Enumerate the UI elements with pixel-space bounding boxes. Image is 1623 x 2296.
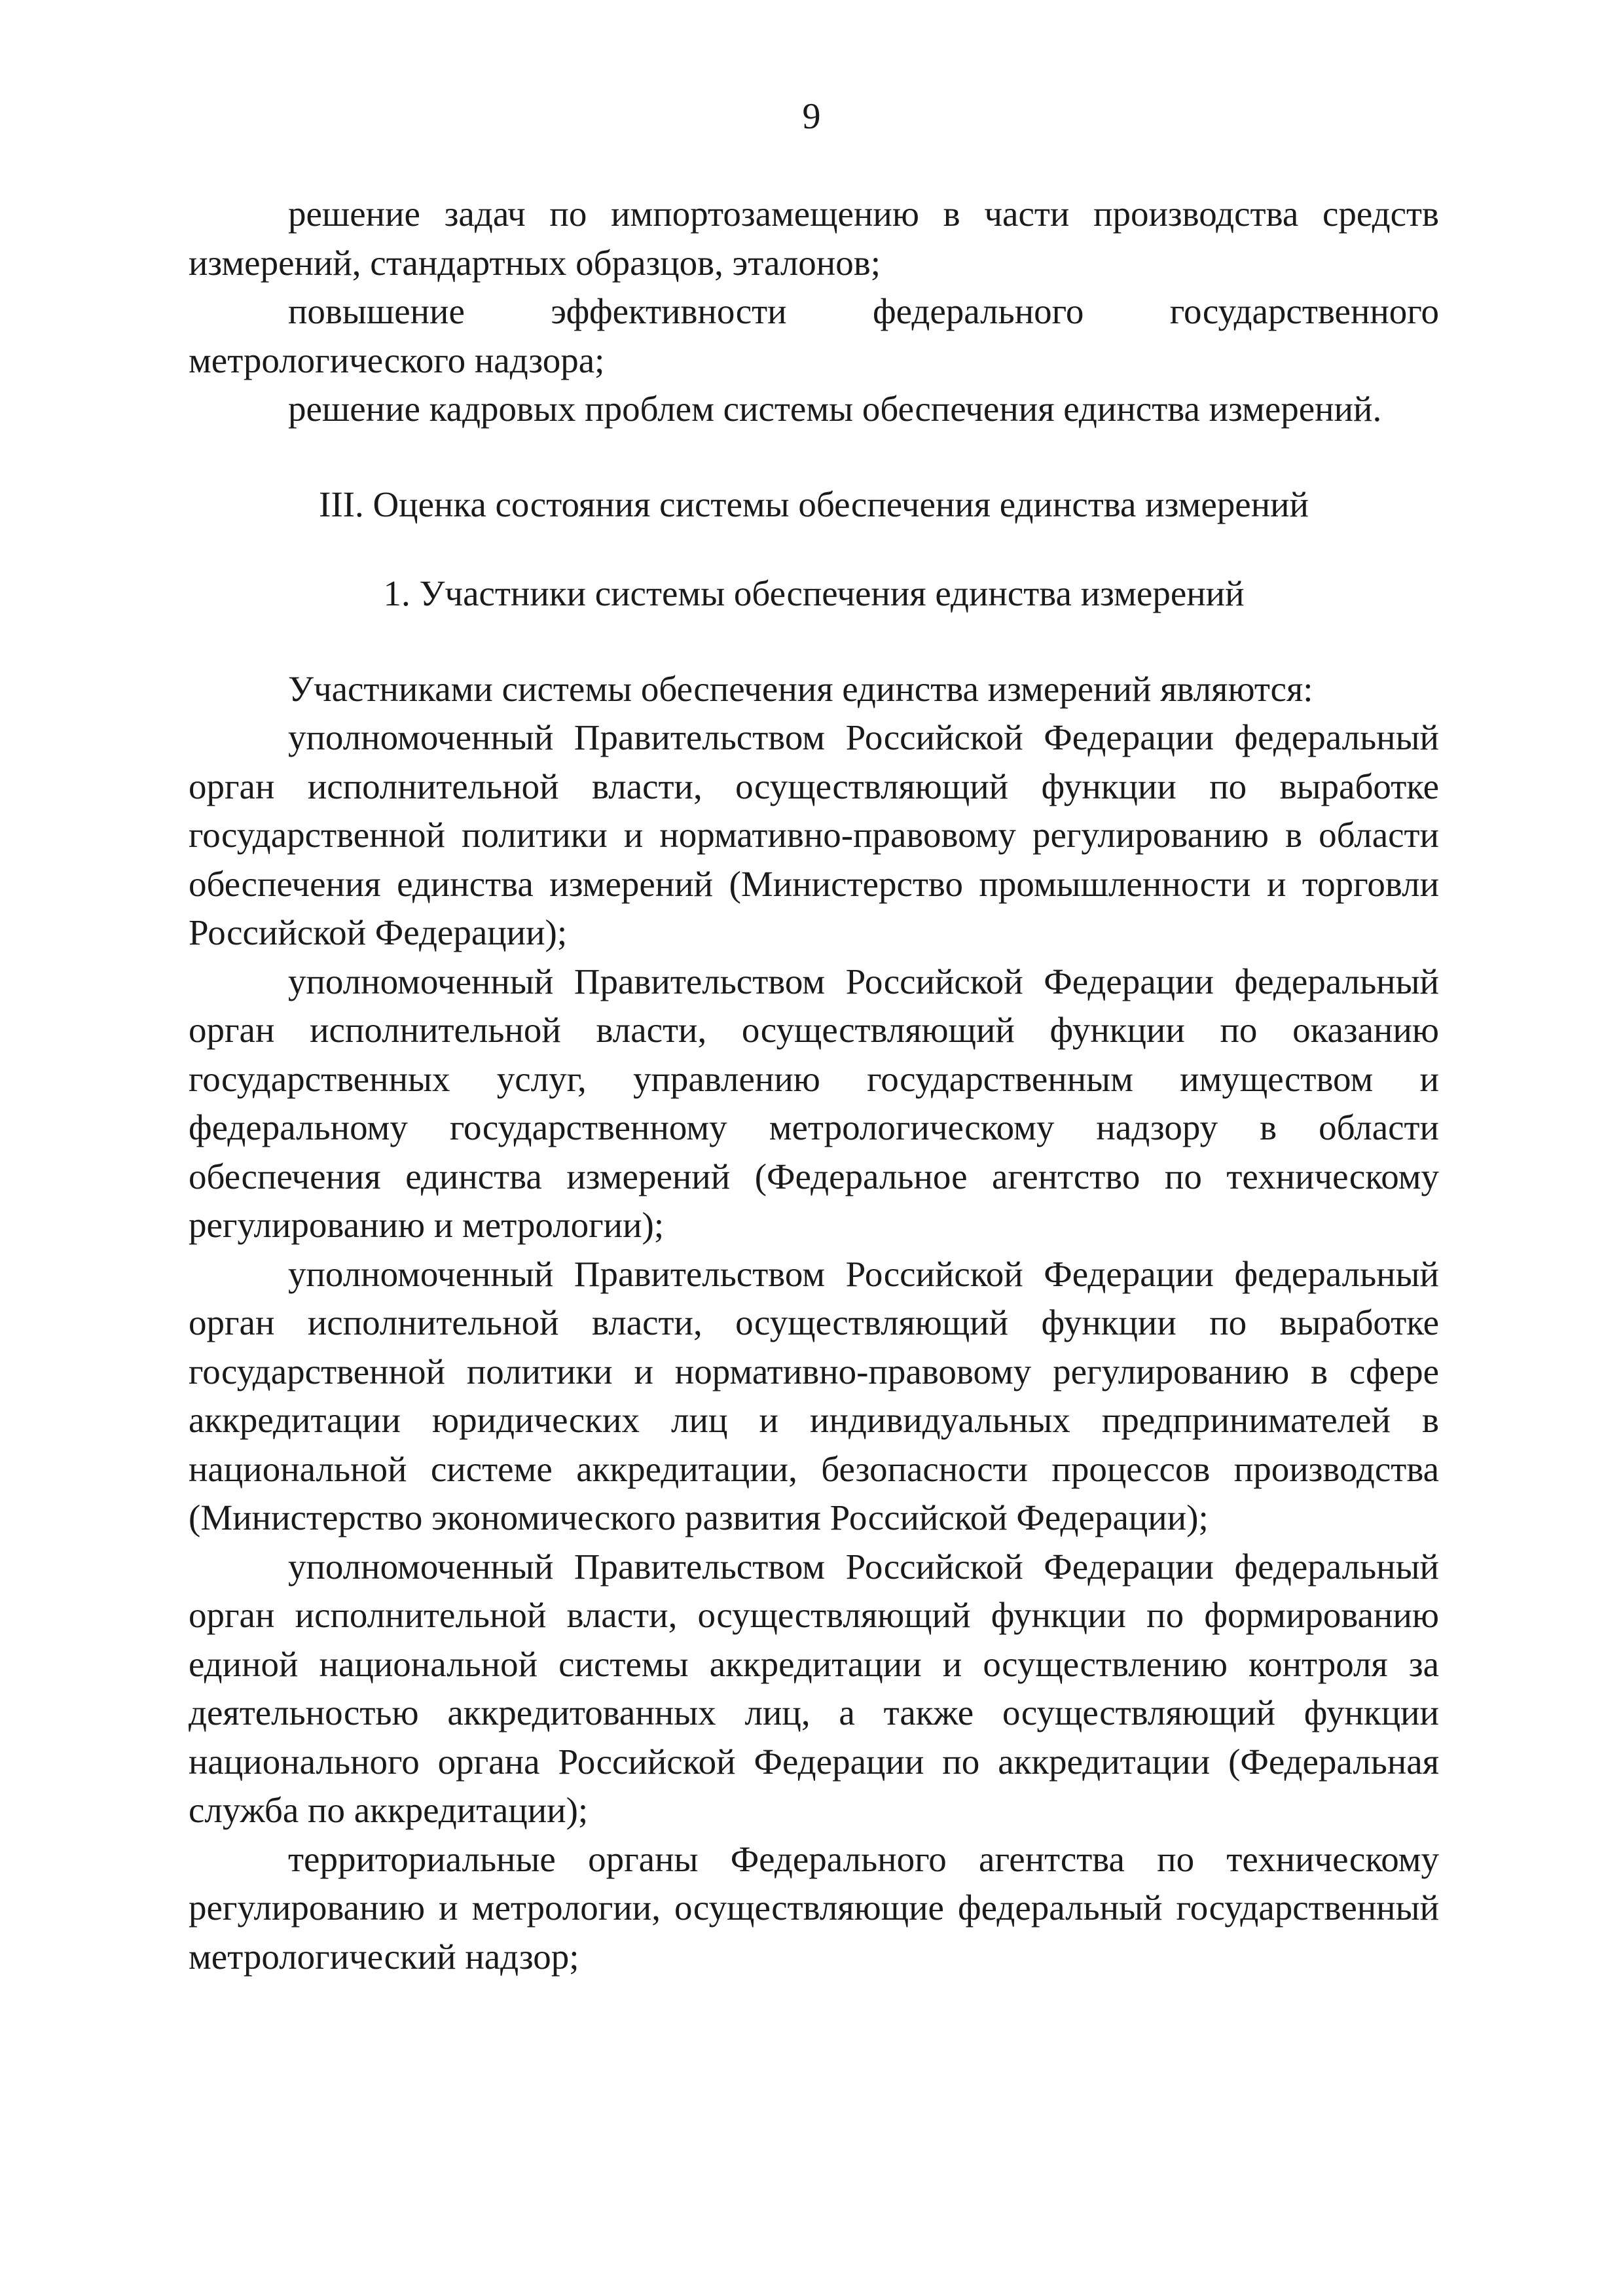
page-number: 9 — [802, 96, 821, 137]
goal-item: решение задач по импортозамещению в части производства средств измерений, стандартных образцов, эталонов; — [189, 194, 1439, 283]
participant-item: уполномоченный Правительством Российской Федерации федеральный орган исполнительной власти, осуществляющий функции по оказанию государственных услуг, управлению государственным имуществом и федеральному государственному метрологическому надзору в области обеспечения единства измерений (Федеральное агентство по техническому регулированию и метрологии); — [189, 961, 1439, 1245]
goal-item: решение кадровых проблем системы обеспечения единства измерений. — [288, 389, 1382, 429]
goal-item: повышение эффективности федерального государственного метрологического надзора; — [189, 291, 1439, 380]
participant-item: уполномоченный Правительством Российской Федерации федеральный орган исполнительной власти, осуществляющий функции по выработке государственной политики и нормативно-правовому регулированию в сфере аккредитации юридических лиц и индивидуальных предпринимателей в национальной системе аккредитации, безопасности процессов производства (Министерство экономического развития Российской Федерации); — [189, 1253, 1439, 1537]
participant-item: уполномоченный Правительством Российской Федерации федеральный орган исполнительной власти, осуществляющий функции по формированию единой национальной системы аккредитации и осуществлению контроля за деятельностью аккредитованных лиц, а также осуществляющий функции национального органа Российской Федерации по аккредитации (Федеральная служба по аккредитации); — [189, 1546, 1439, 1830]
participants-intro: Участниками системы обеспечения единства измерений являются: — [288, 668, 1313, 709]
participant-item: уполномоченный Правительством Российской Федерации федеральный орган исполнительной власти, осуществляющий функции по выработке государственной политики и нормативно-правовому регулированию в области обеспечения единства измерений (Министерство промышленности и торговли Российской Федерации); — [189, 717, 1439, 952]
participant-item: территориальные органы Федерального агентства по техническому регулированию и метрологии, осуществляющие федеральный государственный метрологический надзор; — [189, 1839, 1439, 1977]
document-body — [189, 190, 1439, 1981]
section-heading: III. Оценка состояния системы обеспечения единства измерений — [319, 484, 1309, 524]
subsection-heading: 1. Участники системы обеспечения единства измерений — [383, 573, 1245, 613]
